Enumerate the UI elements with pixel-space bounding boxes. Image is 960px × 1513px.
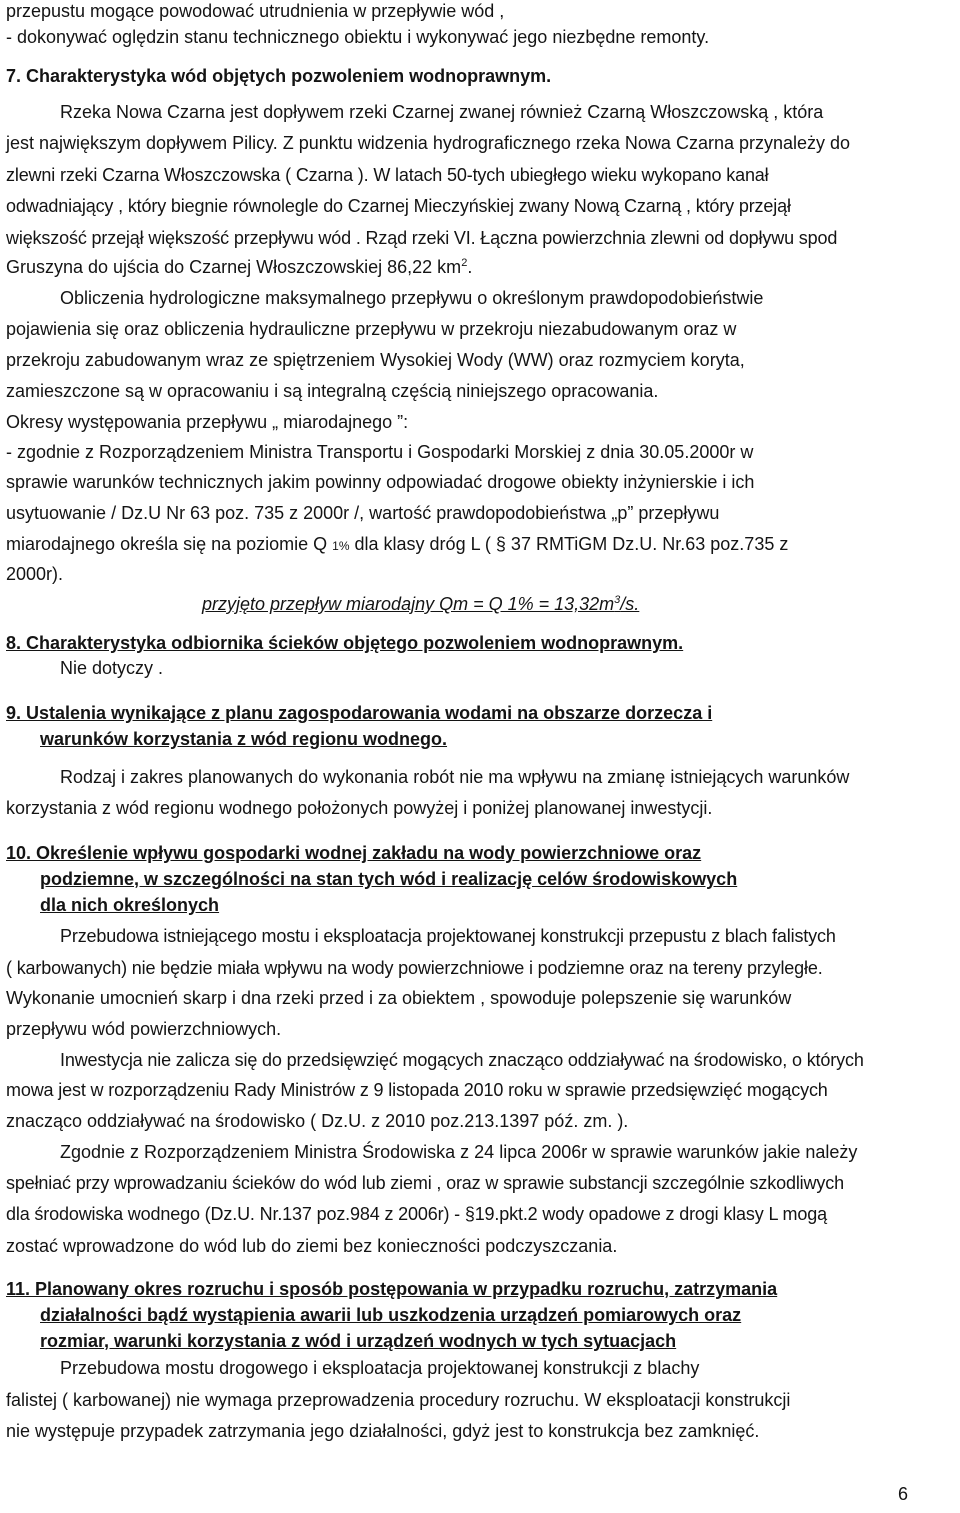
text-line: Inwestycja nie zalicza się do przedsięwzięć mogących znacząco oddziaływać na środowisko, o których — [60, 1050, 864, 1070]
superscript: 2 — [461, 257, 468, 269]
section-9-heading: warunków korzystania z wód regionu wodnego. — [40, 729, 448, 749]
text-line: miarodajnego określa się na poziomie Q 1% dla klasy dróg L ( § 37 RMTiGM Dz.U. Nr.63 poz.735 z — [6, 534, 789, 554]
section-11-heading: 11. Planowany okres rozruchu i sposób postępowania w przypadku rozruchu, zatrzymania — [6, 1279, 778, 1299]
text-line: Przebudowa mostu drogowego i eksploatacja projektowanej konstrukcji z blachy — [60, 1358, 700, 1378]
subscript: 1% — [332, 539, 350, 553]
text-line: przekroju zabudowanym wraz ze spiętrzeniem Wysokiej Wody (WW) oraz rozmyciem koryta, — [6, 350, 745, 370]
text-line: Rodzaj i zakres planowanych do wykonania robót nie ma wpływu na zmianę istniejących warunków — [60, 767, 850, 787]
section-10-heading: podziemne, w szczególności na stan tych wód i realizację celów środowiskowych — [40, 869, 738, 889]
text-line: jest największym dopływem Pilicy. Z punktu widzenia hydrograficznego rzeka Nowa Czarna przynależy do — [6, 133, 851, 153]
page-number: 6 — [898, 1484, 909, 1504]
section-10-heading: 10. Określenie wpływu gospodarki wodnej zakładu na wody powierzchniowe oraz — [6, 843, 702, 863]
text-line: Rzeka Nowa Czarna jest dopływem rzeki Czarnej zwanej również Czarną Włoszczowską , która — [60, 102, 824, 122]
text-line: mowa jest w rozporządzeniu Rady Ministrów z 9 listopada 2010 roku w sprawie przedsięwzięć mogących — [6, 1080, 828, 1100]
section-11-heading: działalności bądź wystąpienia awarii lub uszkodzenia urządzeń pomiarowych oraz — [40, 1305, 742, 1325]
text-line: usytuowanie / Dz.U Nr 63 poz. 735 z 2000r /, wartość prawdopodobieństwa „p” przepływu — [6, 503, 720, 523]
text-line: 2000r). — [6, 564, 64, 584]
text-line: Obliczenia hydrologiczne maksymalnego przepływu o określonym prawdopodobieństwie — [60, 288, 764, 308]
text-line: dla środowiska wodnego (Dz.U. Nr.137 poz.984 z 2006r) - §19.pkt.2 wody opadowe z drogi klasy L mogą — [6, 1204, 827, 1224]
section-7-heading: 7. Charakterystyka wód objętych pozwoleniem wodnoprawnym. — [6, 66, 552, 86]
text-line: falistej ( karbowanej) nie wymaga przeprowadzenia procedury rozruchu. W eksploatacji konstrukcji — [6, 1390, 791, 1410]
text-line: spełniać przy wprowadzaniu ścieków do wód lub ziemi , oraz w sprawie substancji szczególnie szkodliwych — [6, 1173, 844, 1193]
section-10-heading: dla nich określonych — [40, 895, 220, 915]
text-line: nie występuje przypadek zatrzymania jego działalności, gdyż jest to konstrukcja bez zamknięć. — [6, 1421, 760, 1441]
text-line: znacząco oddziaływać na środowisko ( Dz.U. z 2010 poz.213.1397 póź. zm. ). — [6, 1111, 629, 1131]
section-11-heading: rozmiar, warunki korzystania z wód i urządzeń wodnych w tych sytuacjach — [40, 1331, 677, 1351]
text-line: - zgodnie z Rozporządzeniem Ministra Transportu i Gospodarki Morskiej z dnia 30.05.2000r w — [6, 442, 754, 462]
section-8-heading: 8. Charakterystyka odbiornika ścieków objętego pozwoleniem wodnoprawnym. — [6, 633, 684, 653]
text-line: odwadniający , który biegnie równolegle do Czarnej Mieczyńskiej zwany Nową Czarną , który przejął — [6, 196, 791, 216]
text-line: sprawie warunków technicznych jakim powinny odpowiadać drogowe obiekty inżynierskie i ich — [6, 472, 755, 492]
text-line: Wykonanie umocnień skarp i dna rzeki przed i za obiektem , spowoduje polepszenie się warunków — [6, 988, 792, 1008]
text-line: Przebudowa istniejącego mostu i eksploatacja projektowanej konstrukcji przepustu z blach falistych — [60, 926, 836, 946]
text-line: - dokonywać oględzin stanu technicznego obiektu i wykonywać jego niezbędne remonty. — [6, 27, 710, 47]
text-line: Okresy występowania przepływu „ miarodajnego ”: — [6, 412, 409, 432]
text-line: zlewni rzeki Czarna Włoszczowska ( Czarna ). W latach 50-tych ubiegłego wieku wykopano kanał — [6, 165, 769, 185]
text-line: Gruszyna do ujścia do Czarnej Włoszczowskiej 86,22 $km^2$. — [6, 257, 473, 277]
text-line: korzystania z wód regionu wodnego położonych powyżej i poniżej planowanej inwestycji. — [6, 798, 713, 818]
text-line: zostać wprowadzone do wód lub do ziemi bez konieczności podczyszczania. — [6, 1236, 618, 1256]
section-9-heading: 9. Ustalenia wynikające z planu zagospodarowania wodami na obszarze dorzecza i — [6, 703, 713, 723]
text-line: Nie dotyczy . — [60, 658, 164, 678]
formula-line: przyjęto przepływ miarodajny Qm = Q $1\% = 13,32m^3/s$. — [202, 594, 640, 614]
text-line: przepływu wód powierzchniowych. — [6, 1019, 282, 1039]
text-line: większość przejął większość przepływu wód . Rząd rzeki VI. Łączna powierzchnia zlewni od dopływu spod — [6, 228, 838, 248]
text-line: ( karbowanych) nie będzie miała wpływu na wody powierzchniowe i podziemne oraz na tereny przyległe. — [6, 958, 823, 978]
text-line: zamieszczone są w opracowaniu i są integralną częścią niniejszego opracowania. — [6, 381, 659, 401]
superscript: 3 — [614, 594, 621, 606]
text-line: przepustu mogące powodować utrudnienia w przepływie wód , — [6, 1, 505, 21]
text-line: Zgodnie z Rozporządzeniem Ministra Środowiska z 24 lipca 2006r w sprawie warunków jakie należy — [60, 1142, 858, 1162]
text-line: pojawienia się oraz obliczenia hydrauliczne przepływu w przekroju niezabudowanym oraz w — [6, 319, 737, 339]
